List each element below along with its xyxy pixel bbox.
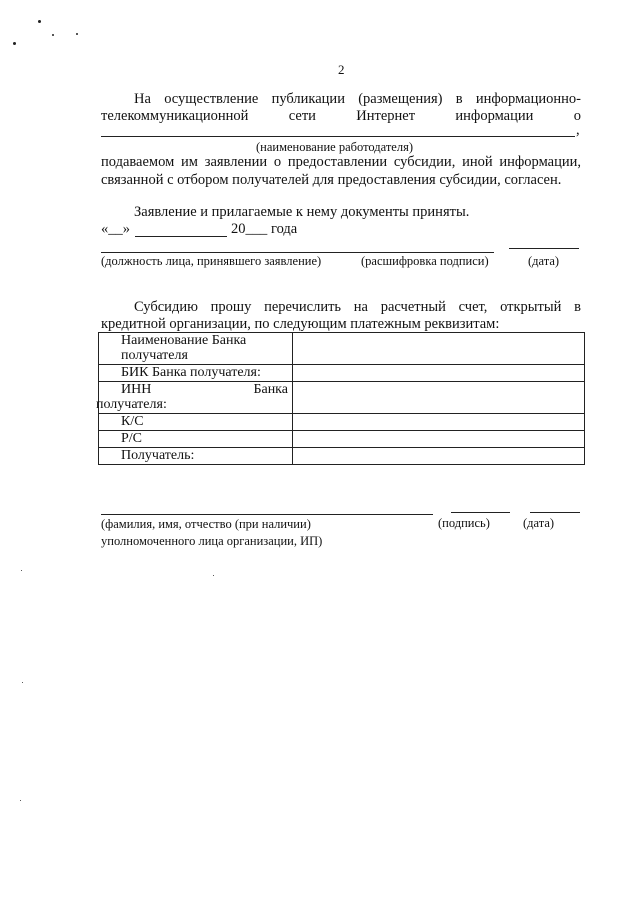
settlement-account-label: Р/С xyxy=(99,431,293,448)
table-row xyxy=(99,414,585,431)
word: Интернет xyxy=(356,108,416,124)
word: Субсидию xyxy=(134,299,198,315)
word: информации xyxy=(455,108,534,124)
acceptor-signature-caption: (расшифровка подписи) xyxy=(361,254,489,268)
word: телекоммуникационной xyxy=(101,108,249,124)
correspondent-account-value[interactable] xyxy=(293,414,585,431)
acceptance-year-word: года xyxy=(271,221,298,237)
correspondent-account-label: К/С xyxy=(99,414,293,431)
bank-name-label: Наименование Банка получателя xyxy=(99,333,293,365)
authorized-person-caption-cont: уполномоченного лица организации, ИП) xyxy=(101,534,323,548)
scan-speck xyxy=(76,33,78,35)
scan-speck xyxy=(21,570,22,571)
publication-line-4: подаваемом им заявлении о предоставлении субсидии, иной информации, xyxy=(101,154,581,170)
scan-speck xyxy=(20,800,21,801)
word: информационно- xyxy=(475,91,581,107)
authorized-person-caption: (фамилия, имя, отчество (при наличии) xyxy=(101,517,311,531)
acceptance-month-blank[interactable] xyxy=(135,236,227,237)
inn-label-cont: получателя: xyxy=(96,397,167,412)
word: о xyxy=(573,108,581,124)
publication-line-5: связанной с отбором получателей для предоставления субсидии, согласен. xyxy=(101,172,562,188)
bank-name-value[interactable] xyxy=(293,333,585,365)
publication-line-2 xyxy=(101,108,581,125)
employer-name-blank[interactable] xyxy=(101,136,575,137)
word: в xyxy=(574,299,581,315)
signature-date-caption: (дата) xyxy=(523,516,555,530)
transfer-line-1 xyxy=(134,299,581,316)
acceptance-text: Заявление и прилагаемые к нему документы приняты. xyxy=(134,204,470,220)
word: осуществление xyxy=(164,91,259,107)
acceptance-year: 20___ xyxy=(231,221,268,237)
acceptor-position-caption: (должность лица, принявшего заявление) xyxy=(101,254,322,268)
employer-blank-comma: , xyxy=(576,122,580,138)
authorized-person-name-blank[interactable] xyxy=(101,514,433,515)
table-row xyxy=(99,431,585,448)
word: расчетный xyxy=(380,299,446,315)
scan-speck xyxy=(38,20,41,23)
inn-label xyxy=(96,382,293,414)
publication-line-1 xyxy=(134,91,581,108)
recipient-value[interactable] xyxy=(293,448,585,465)
scan-speck xyxy=(52,34,54,36)
word: на xyxy=(353,299,368,315)
word: перечислить xyxy=(264,299,342,315)
scan-speck xyxy=(22,682,23,683)
inn-label-right: Банка xyxy=(253,382,288,397)
recipient-label: Получатель: xyxy=(99,448,293,465)
table-row xyxy=(99,382,585,414)
table-row xyxy=(99,448,585,465)
signature-caption: (подпись) xyxy=(438,516,490,530)
transfer-line-2: кредитной организации, по следующим платежным реквизитам: xyxy=(101,316,500,332)
settlement-account-value[interactable] xyxy=(293,431,585,448)
signature-date-blank[interactable] xyxy=(530,512,580,513)
inn-value[interactable] xyxy=(293,382,585,414)
word: открытый xyxy=(500,299,562,315)
word: прошу xyxy=(210,299,252,315)
scan-speck xyxy=(213,575,214,576)
word: На xyxy=(134,91,151,107)
acceptance-date-caption: (дата) xyxy=(528,254,560,268)
acceptor-position-blank[interactable] xyxy=(101,252,494,253)
acceptance-date-blank[interactable] xyxy=(509,248,579,249)
table-row xyxy=(99,365,585,382)
scan-speck xyxy=(13,42,16,45)
word: (размещения) xyxy=(358,91,443,107)
employer-caption: (наименование работодателя) xyxy=(256,140,414,154)
inn-label-left: ИНН xyxy=(121,382,152,397)
signature-blank[interactable] xyxy=(451,512,510,513)
bik-label: БИК Банка получателя: xyxy=(99,365,293,382)
bik-value[interactable] xyxy=(293,365,585,382)
word: счет, xyxy=(458,299,488,315)
table-row xyxy=(99,333,585,365)
word: в xyxy=(455,91,463,107)
word: публикации xyxy=(271,91,345,107)
word: сети xyxy=(288,108,316,124)
acceptance-day: «__» xyxy=(101,221,130,237)
bank-requisites-table xyxy=(98,332,585,465)
page-number: 2 xyxy=(338,62,345,77)
